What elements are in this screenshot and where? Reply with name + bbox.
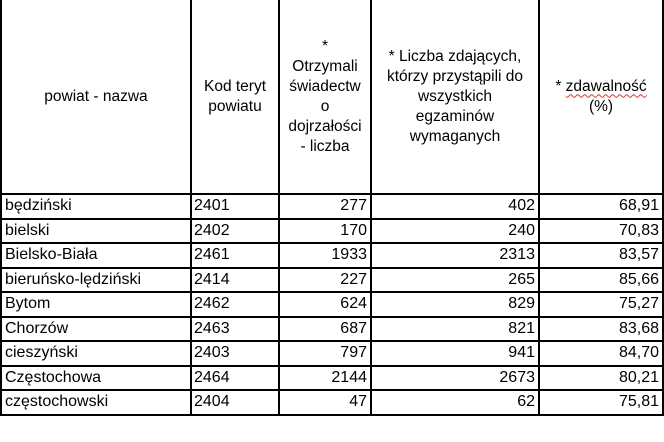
cell-powiat[interactable]: Częstochowa: [1, 366, 191, 391]
cell-powiat[interactable]: cieszyński: [1, 341, 191, 366]
table-row: [1, 243, 663, 268]
cell-swiadectwa[interactable]: 2144: [279, 366, 371, 391]
table-row: [1, 390, 663, 415]
cell-kod[interactable]: 2402: [191, 219, 279, 244]
cell-zdajacych[interactable]: 829: [371, 292, 539, 317]
spellcheck-underline: zdawalność: [565, 77, 647, 95]
cell-powiat[interactable]: bieruńsko-lędziński: [1, 268, 191, 293]
header-zdawalnosc-text: * zdawalność (%): [555, 77, 647, 115]
cell-zdajacych[interactable]: 402: [371, 194, 539, 219]
cell-zdawalnosc[interactable]: 85,66: [539, 268, 663, 293]
table-row: [1, 317, 663, 342]
header-liczba-zdajacych[interactable]: * Liczba zdających, którzy przystąpili do wszystkich egzaminów wymaganych: [371, 0, 539, 194]
cell-swiadectwa[interactable]: 1933: [279, 243, 371, 268]
table-body: [1, 194, 663, 415]
header-zdawalnosc[interactable]: [539, 0, 663, 194]
cell-swiadectwa[interactable]: 687: [279, 317, 371, 342]
cell-swiadectwa[interactable]: 227: [279, 268, 371, 293]
cell-zdajacych[interactable]: 2673: [371, 366, 539, 391]
cell-powiat[interactable]: częstochowski: [1, 390, 191, 415]
cell-zdawalnosc[interactable]: 70,83: [539, 219, 663, 244]
cell-zdajacych[interactable]: 821: [371, 317, 539, 342]
cell-kod[interactable]: 2463: [191, 317, 279, 342]
header-swiadectwa[interactable]: * Otrzymali świadectw o dojrzałości - liczba: [279, 0, 371, 194]
cell-powiat[interactable]: Bielsko-Biała: [1, 243, 191, 268]
table-row: [1, 292, 663, 317]
cell-zdawalnosc[interactable]: 68,91: [539, 194, 663, 219]
cell-zdawalnosc[interactable]: 75,81: [539, 390, 663, 415]
cell-zdajacych[interactable]: 240: [371, 219, 539, 244]
cell-swiadectwa[interactable]: 277: [279, 194, 371, 219]
cell-zdajacych[interactable]: 941: [371, 341, 539, 366]
cell-kod[interactable]: 2464: [191, 366, 279, 391]
header-kod-teryt[interactable]: Kod teryt powiatu: [191, 0, 279, 194]
table-row: [1, 366, 663, 391]
cell-powiat[interactable]: będziński: [1, 194, 191, 219]
cell-kod[interactable]: 2403: [191, 341, 279, 366]
cell-kod[interactable]: 2401: [191, 194, 279, 219]
cell-swiadectwa[interactable]: 624: [279, 292, 371, 317]
cell-zdawalnosc[interactable]: 84,70: [539, 341, 663, 366]
cell-swiadectwa[interactable]: 797: [279, 341, 371, 366]
cell-powiat[interactable]: bielski: [1, 219, 191, 244]
cell-zdajacych[interactable]: 62: [371, 390, 539, 415]
cell-zdawalnosc[interactable]: 83,57: [539, 243, 663, 268]
cell-kod[interactable]: 2461: [191, 243, 279, 268]
cell-kod[interactable]: 2404: [191, 390, 279, 415]
header-row: [1, 0, 663, 194]
cell-powiat[interactable]: Chorzów: [1, 317, 191, 342]
cell-swiadectwa[interactable]: 47: [279, 390, 371, 415]
header-powiat[interactable]: powiat - nazwa: [1, 0, 191, 194]
table-row: [1, 268, 663, 293]
cell-kod[interactable]: 2462: [191, 292, 279, 317]
cell-zdawalnosc[interactable]: 75,27: [539, 292, 663, 317]
cell-zdajacych[interactable]: 265: [371, 268, 539, 293]
cell-kod[interactable]: 2414: [191, 268, 279, 293]
table-row: [1, 219, 663, 244]
cell-zdawalnosc[interactable]: 80,21: [539, 366, 663, 391]
cell-powiat[interactable]: Bytom: [1, 292, 191, 317]
cell-swiadectwa[interactable]: 170: [279, 219, 371, 244]
table-row: [1, 194, 663, 219]
table-row: [1, 341, 663, 366]
cell-zdawalnosc[interactable]: 83,68: [539, 317, 663, 342]
cell-zdajacych[interactable]: 2313: [371, 243, 539, 268]
